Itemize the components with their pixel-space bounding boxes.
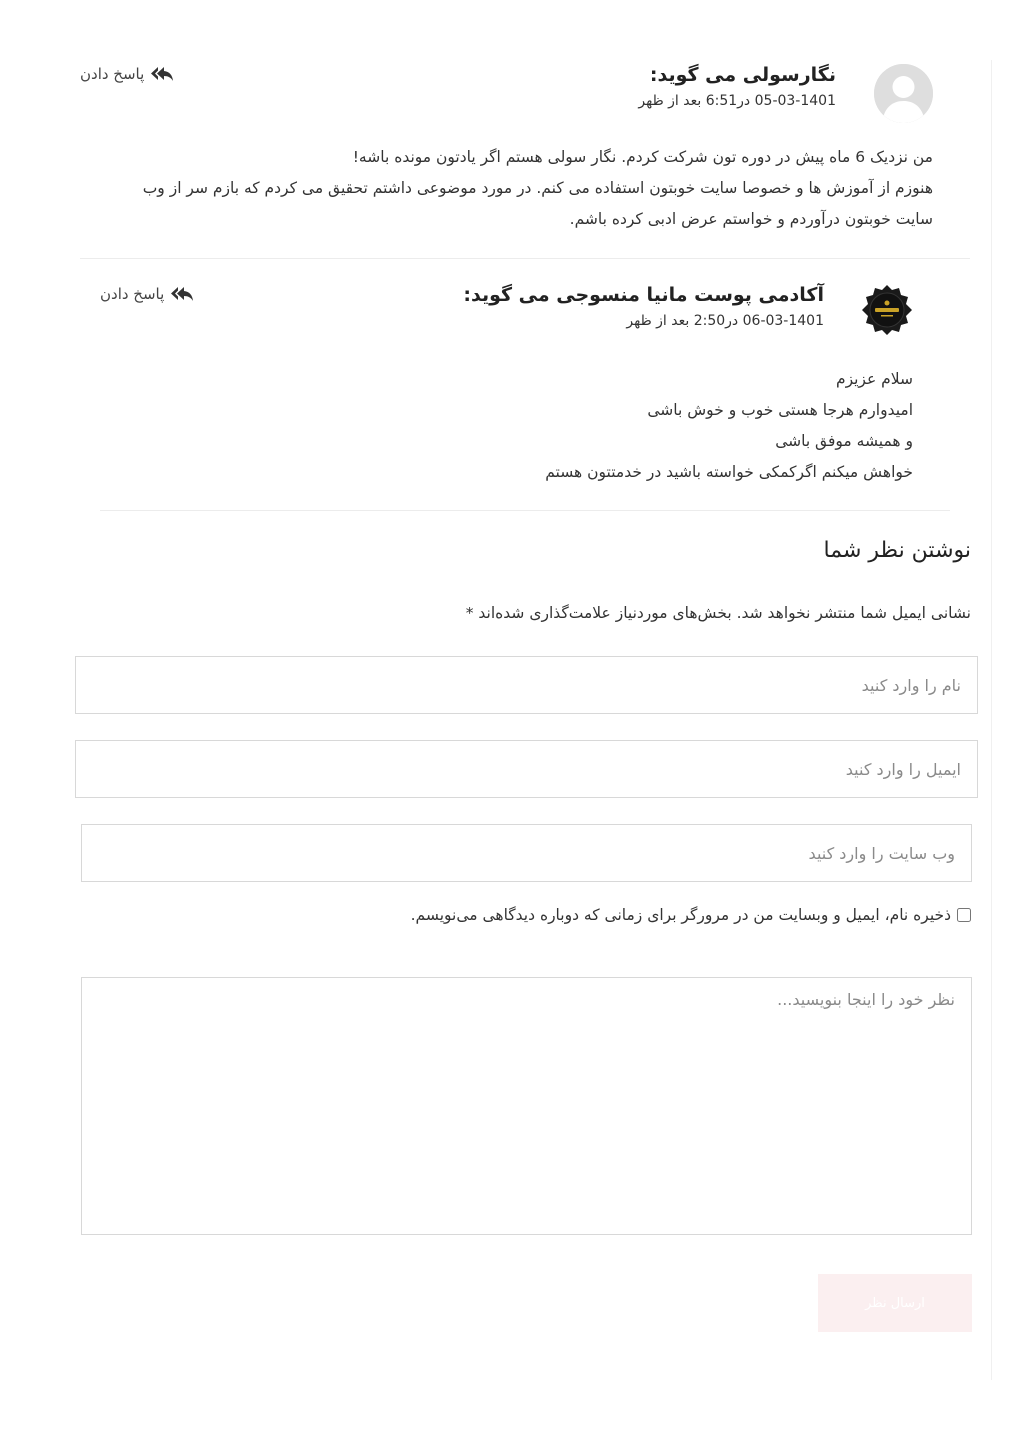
submit-comment-button[interactable]: ارسال نظر <box>818 1274 972 1332</box>
comment-line: هنوزم از آموزش ها و خصوصا سایت خوبتون استفاده می کنم. در مورد موضوعی داشتم تحقیق می کردم که بازم سر از وب <box>142 179 933 197</box>
comment-body <box>83 142 933 235</box>
name-input[interactable] <box>75 656 978 714</box>
comment-line: سایت خوبتون درآوردم و خواستم عرض ادبی کرده باشم. <box>569 210 933 228</box>
reply-all-icon <box>150 66 174 82</box>
reply-label[interactable]: پاسخ دادن <box>80 65 145 83</box>
default-avatar <box>874 64 933 123</box>
comment-divider <box>100 510 950 511</box>
save-info-checkbox[interactable] <box>957 908 971 922</box>
comment-textarea[interactable] <box>81 977 972 1235</box>
comment-line: سلام عزیزم <box>835 370 913 388</box>
brand-avatar <box>861 284 913 336</box>
form-title: نوشتن نظر شما <box>823 538 971 563</box>
website-input[interactable] <box>81 824 972 882</box>
reply-link[interactable] <box>80 65 174 83</box>
save-info-consent[interactable] <box>411 906 971 924</box>
comment-author: نگارسولی می گوید: <box>649 64 836 86</box>
save-info-label: ذخیره نام، ایمیل و وبسایت من در مرورگر برای زمانی که دوباره دیدگاهی می‌نویسم. <box>410 906 951 924</box>
reply-all-icon <box>170 286 194 302</box>
content-border <box>991 60 992 1380</box>
reply-label[interactable]: پاسخ دادن <box>100 285 165 303</box>
form-notice: نشانی ایمیل شما منتشر نخواهد شد. بخش‌های موردنیاز علامت‌گذاری شده‌اند * <box>465 604 971 622</box>
comment-line: من نزدیک 6 ماه پیش در دوره تون شرکت کردم. نگار سولی هستم اگر یادتون مونده باشه! <box>352 148 933 166</box>
comment-date[interactable]: 06-03-1401 در2:50 بعد از ظهر <box>626 313 824 329</box>
comment-author: آکادمی پوست مانیا منسوجی می گوید: <box>463 284 824 306</box>
brand-badge-icon <box>861 284 913 336</box>
comment-divider <box>80 258 970 259</box>
comment-date[interactable]: 05-03-1401 در6:51 بعد از ظهر <box>638 93 836 109</box>
comment-body <box>213 364 913 488</box>
email-input[interactable] <box>75 740 978 798</box>
comment-line: و همیشه موفق باشی <box>775 432 913 450</box>
comment-line: خواهش میکنم اگرکمکی خواسته باشید در خدمتتون هستم <box>545 463 913 481</box>
comment-line: امیدوارم هرجا هستی خوب و خوش باشی <box>647 401 913 419</box>
user-silhouette-icon <box>874 64 933 123</box>
reply-link[interactable] <box>100 285 194 303</box>
